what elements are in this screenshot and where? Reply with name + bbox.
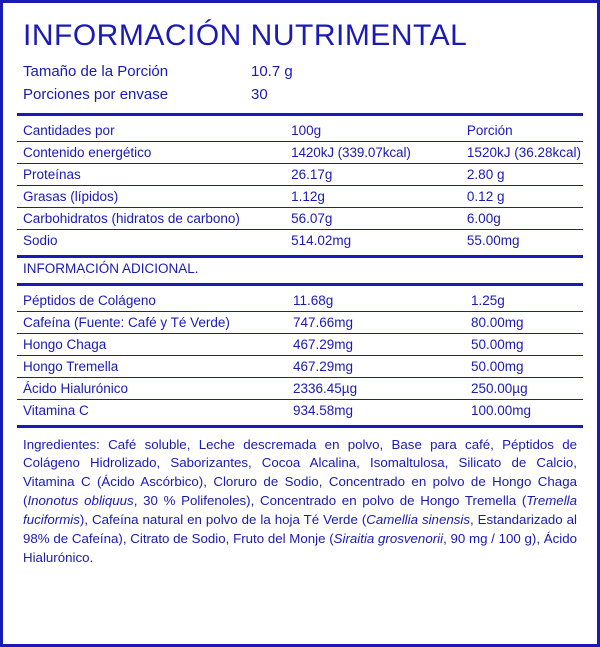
row-per-100g: 1.12g <box>285 185 461 207</box>
row-name: Contenido energético <box>17 141 285 163</box>
additional-info-header-row <box>17 258 583 279</box>
additional-rows-table <box>17 290 583 421</box>
ingredients-text-4: , Estandarizado al 98% de Cafeína), Citrato de Sodio, Fruto del Monje ( <box>23 512 577 546</box>
table-row <box>17 399 583 421</box>
row-name: Vitamina C <box>23 402 89 418</box>
additional-info-table <box>17 258 583 279</box>
ingredients-italic-4: Siraitia grosvenorii <box>333 530 444 546</box>
divider-ingredients <box>17 425 583 428</box>
row-per-portion: 55.00mg <box>466 232 520 248</box>
row-per-100g: 514.02mg <box>291 232 352 248</box>
row-name: Hongo Tremella <box>17 355 287 377</box>
row-per-portion: 80.00mg <box>465 311 583 333</box>
page-title: INFORMACIÓN NUTRIMENTAL <box>23 19 468 52</box>
servings-per-container-value: 30 <box>251 86 268 104</box>
table-row <box>17 355 583 377</box>
serving-size-row <box>23 60 583 83</box>
ingredients-text-3: ), Cafeína natural en polvo de la hoja Té Verde ( <box>79 512 367 527</box>
header-per-100g: 100g <box>285 120 461 142</box>
ingredients-text-1: Café soluble, Leche descremada en polvo, Base para café, Péptidos de Colágeno Hidrolizado, Saborizantes, Cocoa Alcalina, Isomaltulosa, Silicato de Calcio, Vitamina C (Ácido Ascórbico), Cloruro de Sodio, Concentrado en polvo de Hongo Chaga ( <box>23 436 577 509</box>
additional-info-header: INFORMACIÓN ADICIONAL. <box>23 260 199 276</box>
row-per-portion: 100.00mg <box>471 402 532 418</box>
servings-per-container-label: Porciones por envase <box>23 86 169 104</box>
table-row <box>17 290 583 312</box>
nutrition-table <box>17 120 583 251</box>
table-row <box>17 377 583 399</box>
servings-per-container-row <box>23 83 583 106</box>
table-row <box>17 311 583 333</box>
row-per-portion: 0.12 g <box>461 185 583 207</box>
row-name: Carbohidratos (hidratos de carbono) <box>17 207 285 229</box>
table-row <box>17 163 583 185</box>
table-row <box>17 333 583 355</box>
row-per-portion: 50.00mg <box>465 355 583 377</box>
ingredients-italic-3: Camellia sinensis <box>366 512 470 527</box>
table-row <box>17 229 583 251</box>
ingredients-paragraph <box>23 436 577 568</box>
row-per-100g: 11.68g <box>287 290 465 312</box>
ingredients-italic-1: Inonotus obliquus <box>27 493 134 509</box>
row-per-100g: 26.17g <box>285 163 461 185</box>
header-amounts-per: Cantidades por <box>17 120 285 142</box>
row-per-100g: 1420kJ (339.07kcal) <box>285 141 461 163</box>
serving-info <box>23 60 583 107</box>
row-per-100g: 467.29mg <box>287 355 465 377</box>
row-name: Ácido Hialurónico <box>17 377 287 399</box>
row-name: Cafeína (Fuente: Café y Té Verde) <box>17 311 287 333</box>
row-per-portion: 250.00µg <box>465 377 583 399</box>
row-per-portion: 1.25g <box>465 290 583 312</box>
ingredients-italic-2: Tremella fuciformis <box>23 493 577 527</box>
row-name: Sodio <box>23 232 58 248</box>
table-row <box>17 207 583 229</box>
row-name: Proteínas <box>17 163 285 185</box>
serving-size-value: 10.7 g <box>251 63 293 80</box>
ingredients-text-2: , 30 % Polifenoles), Concentrado en polvo de Hongo Tremella ( <box>133 493 527 509</box>
serving-size-label: Tamaño de la Porción <box>23 63 169 80</box>
row-per-portion: 50.00mg <box>465 333 583 355</box>
row-per-100g: 467.29mg <box>287 333 465 355</box>
table-row <box>17 185 583 207</box>
header-per-portion: Porción <box>461 120 583 142</box>
row-per-100g: 747.66mg <box>287 311 465 333</box>
row-name: Hongo Chaga <box>17 333 287 355</box>
table-header-row <box>17 120 583 142</box>
row-per-portion: 2.80 g <box>461 163 583 185</box>
table-row <box>17 141 583 163</box>
row-per-100g: 934.58mg <box>293 402 354 418</box>
row-per-portion: 6.00g <box>461 207 583 229</box>
row-name: Grasas (lípidos) <box>17 185 285 207</box>
row-per-100g: 2336.45µg <box>287 377 465 399</box>
row-per-100g: 56.07g <box>285 207 461 229</box>
ingredients-text-5: , 90 mg / 100 g), Ácido Hialurónico. <box>23 530 577 565</box>
ingredients-label: Ingredientes: <box>23 436 100 452</box>
row-per-portion: 1520kJ (36.28kcal) <box>461 141 583 163</box>
row-name: Péptidos de Colágeno <box>17 290 287 312</box>
